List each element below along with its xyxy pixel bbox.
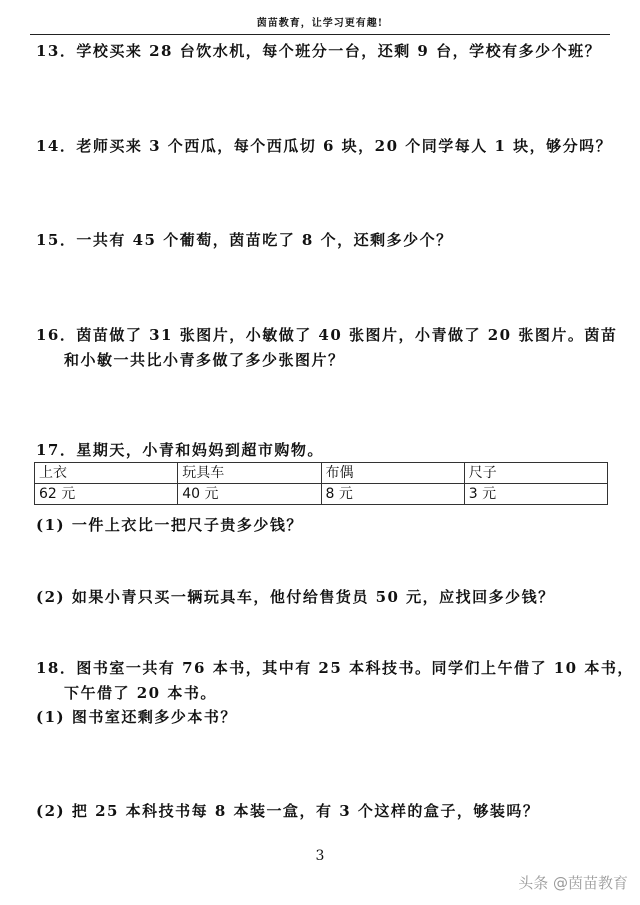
price-cell: 8 元	[321, 484, 464, 505]
question-18-line-1: 18．图书室一共有 76 本书，其中有 25 本科技书。同学们上午借了 10 本书，	[36, 659, 634, 677]
question-13: 13．学校买来 28 台饮水机，每个班分一台，还剩 9 台，学校有多少个班？	[36, 42, 602, 60]
question-14: 14．老师买来 3 个西瓜，每个西瓜切 6 块，20 个同学每人 1 块，够分吗？	[36, 137, 613, 155]
header-divider	[30, 34, 610, 35]
question-17-part-2: (2) 如果小青只买一辆玩具车，他付给售货员 50 元，应找回多少钱？	[36, 588, 555, 606]
price-table	[34, 462, 608, 505]
page-header: 茵苗教育，让学习更有趣!	[256, 18, 384, 29]
item-cell: 玩具车	[178, 463, 321, 484]
price-cell: 40 元	[178, 484, 321, 505]
question-16-line-1: 16．茵苗做了 31 张图片，小敏做了 40 张图片，小青做了 20 张图片。茵苗	[36, 326, 618, 344]
item-cell: 布偶	[321, 463, 464, 484]
price-table-price-row	[35, 484, 608, 505]
price-cell: 3 元	[464, 484, 607, 505]
question-16-line-2: 和小敏一共比小青多做了多少张图片？	[64, 351, 345, 369]
question-18-line-2: 下午借了 20 本书。	[64, 684, 217, 702]
item-cell: 上衣	[35, 463, 178, 484]
question-15: 15．一共有 45 个葡萄，茵苗吃了 8 个，还剩多少个？	[36, 231, 453, 249]
page-number: 3	[315, 848, 325, 864]
item-cell: 尺子	[464, 463, 607, 484]
question-18-part-1: (1) 图书室还剩多少本书？	[36, 708, 237, 726]
question-17-intro: 17．星期天，小青和妈妈到超市购物。	[36, 441, 324, 459]
question-18-part-2: (2) 把 25 本科技书每 8 本装一盒，有 3 个这样的盒子，够装吗？	[36, 802, 540, 820]
price-cell: 62 元	[35, 484, 178, 505]
question-17-part-1: (1) 一件上衣比一把尺子贵多少钱？	[36, 516, 303, 534]
price-table-header-row	[35, 463, 608, 484]
watermark: 头条 @茵苗教育	[518, 874, 628, 892]
